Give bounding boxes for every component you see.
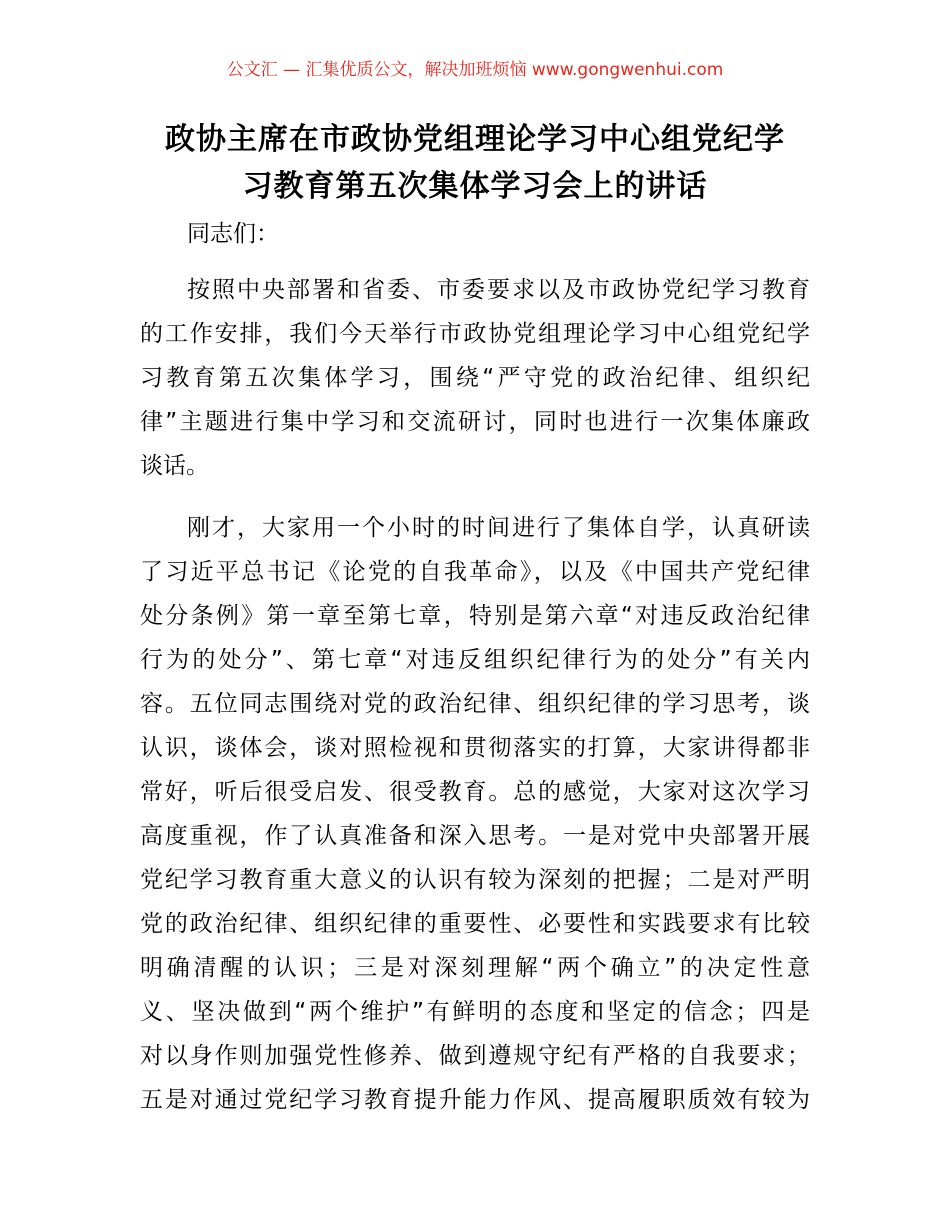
paragraph-line: 律”主题进行集中学习和交流研讨，同时也进行一次集体廉政 [140,409,810,435]
paragraph-line: 常好，听后很受启发、很受教育。总的感觉，大家对这次学习 [140,779,810,805]
paragraph-2 [140,506,810,1122]
document-title [140,116,810,210]
paragraph-line: 认识，谈体会，谈对照检视和贯彻落实的打算，大家讲得都非 [140,735,810,761]
paragraph-line: 了习近平总书记《论党的自我革命》，以及《中国共产党纪律 [140,559,810,585]
paragraph-line: 的工作安排，我们今天举行市政协党组理论学习中心组党纪学 [140,321,810,347]
paragraph-line: 行为的处分”、第七章“对违反组织纪律行为的处分”有关内 [140,647,810,673]
paragraph-line: 习教育第五次集体学习，围绕“严守党的政治纪律、组织纪 [140,365,810,391]
paragraph-line: 明确清醒的认识；三是对深刻理解“两个确立”的决定性意 [140,955,810,981]
paragraph-line: 党的政治纪律、组织纪律的重要性、必要性和实践要求有比较 [140,911,810,937]
paragraph-line: 刚才，大家用一个小时的时间进行了集体自学，认真研读 [187,515,810,541]
paragraph-line: 处分条例》第一章至第七章，特别是第六章“对违反政治纪律 [140,603,810,629]
paragraph-line: 容。五位同志围绕对党的政治纪律、组织纪律的学习思考，谈 [140,691,810,717]
paragraph-line: 对以身作则加强党性修养、做到遵规守纪有严格的自我要求； [140,1043,810,1069]
paragraph-line: 五是对通过党纪学习教育提升能力作风、提高履职质效有较为 [140,1087,810,1113]
salutation: 同志们： [187,221,279,247]
paragraph-line: 义、坚决做到“两个维护”有鲜明的态度和坚定的信念；四是 [140,999,810,1025]
title-line-2: 习教育第五次集体学习会上的讲话 [242,169,708,204]
paragraph-line: 按照中央部署和省委、市委要求以及市政协党纪学习教育 [187,277,810,303]
paragraph-1 [140,268,810,488]
paragraph-line: 党纪学习教育重大意义的认识有较为深刻的把握；二是对严明 [140,867,810,893]
paragraph-line: 谈话。 [140,453,209,479]
paragraph-line: 高度重视，作了认真准备和深入思考。一是对党中央部署开展 [140,823,810,849]
document-body [140,212,810,1140]
title-line-1: 政协主席在市政协党组理论学习中心组党纪学 [165,122,785,157]
site-banner: 公文汇 — 汇集优质公文，解决加班烦恼 www.gongwenhui.com [226,60,724,80]
